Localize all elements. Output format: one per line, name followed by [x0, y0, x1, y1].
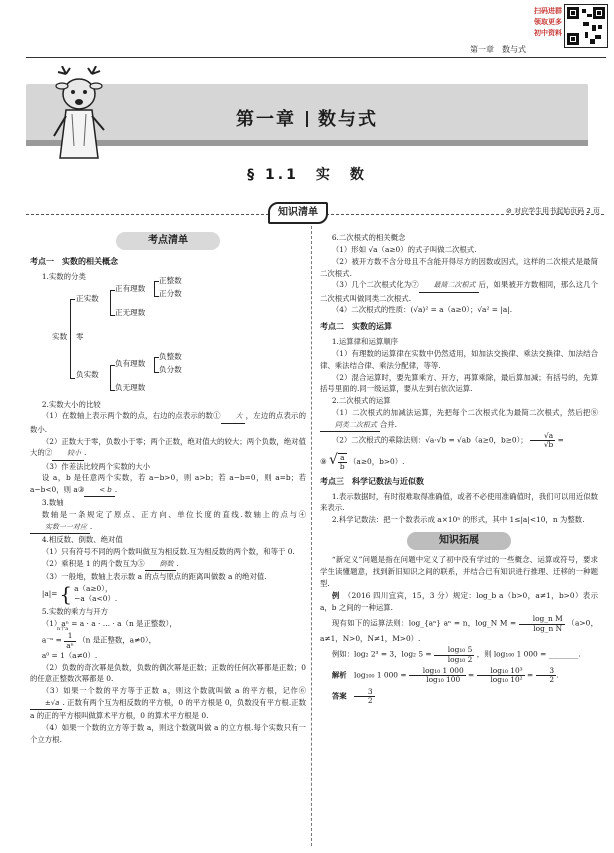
page-ref-text: 对应学生用书起始页码 2 页 [514, 207, 600, 215]
left-column [30, 226, 306, 746]
subheading: 2.二次根式的运算 [331, 396, 391, 406]
paragraph: （1）二次根式的加减法运算，先把每个二次根式化为最简二次根式，然后把⑧同类二次根式 合并. [320, 407, 598, 432]
subheading: 1.实数的分类 [41, 271, 86, 281]
answer-blank: 倒数 [145, 559, 177, 571]
topic-heading: 考点三 科学记数法与近似数 [320, 476, 424, 486]
solution-label: 解析 [331, 670, 347, 680]
paragraph: （3）作差法比较两个实数的大小 [41, 461, 151, 471]
formula: a⁰ = 1（a≠0）. [41, 650, 98, 660]
answer-blank: < b [84, 485, 114, 497]
tree-node: 负无理数 [115, 382, 146, 392]
paragraph: （4）二次根式的性质：(√a)² = a（a≥0）；√a² = |a|. [331, 305, 513, 315]
paragraph: 现有如下的运算法则：log_{aⁿ} aⁿ = n，log_N M = $\frac{\text{log\_n M}}{\text{log\_n N}}$ （a>0，a≠1，N>0，N≠1，M>0）. [320, 614, 598, 643]
paragraph: 数轴是一条规定了原点、正方向、单位长度的直线.数轴上的点与④实数一一对应 . [30, 509, 306, 534]
tree-node: 负整数 [159, 351, 182, 361]
right-column [320, 232, 598, 705]
paragraph: （3）如果一个数的平方等于正数 a，则这个数就叫做 a 的平方根，记作⑥±√a . 正数有两个互为相反数的平方根，0 的平方根是 0，负数没有平方根.正数 a 的正的平方根叫做算术平方根，0 的算术平方根是 0. [30, 686, 306, 721]
example-label: 例 [331, 590, 340, 600]
topic-heading: 考点二 实数的运算 [320, 322, 392, 332]
chapter-title [0, 106, 614, 135]
paragraph: 1.表示数据时，有时很难取得准确值，或者不必使用准确值时，我们可以用近似数来表示. [320, 491, 598, 513]
subheading: 3.数轴 [41, 498, 64, 508]
paragraph: （1）有理数的运算律在实数中仍然适用，如加法交换律、乘法交换律、加法结合律、乘法结合律、乘法分配律，等等. [320, 348, 598, 370]
paragraph: 设 a，b 是任意两个实数，若 a−b>0，则 a>b；若 a−b=0，则 a=b；若 a−b<0，则 a③ < b . [30, 472, 306, 497]
paragraph: “新定义”问题是指在问题中定义了初中没有学过的一些概念、运算或符号，要求学生读懂题意，找到新旧知识之间的联系，并结合已有知识进行推理、迁移的一种题型. [320, 555, 598, 588]
ref-icon: ⊘ [505, 207, 512, 215]
knowledge-badge: 知识清单 [268, 202, 328, 224]
scan-line: 初中资料 [534, 28, 562, 37]
paragraph: （1）只有符号不同的两个数叫做互为相反数.互为相反数的两个数，和等于 0. [41, 547, 295, 557]
paragraph: （2）正数大于零，负数小于零；两个正数，绝对值大的较大；两个负数，绝对值大的② 较小 . [30, 436, 306, 461]
tree-node: 负实数 [76, 369, 99, 379]
answer-blank: 大 [221, 411, 246, 423]
tree-node: 正无理数 [115, 307, 146, 317]
paragraph: （1）在数轴上表示两个数的点，右边的点表示的数① 大 ，左边的点表示的数小. [30, 411, 306, 434]
formula: ⑨ √ $\frac{a}{b}$ （a≥0，b>0）. [320, 452, 405, 472]
section-title: § 1.1 实 数 [247, 167, 367, 183]
paragraph: （3）一般地，数轴上表示数 a 的点与原点的距离叫做数 a 的绝对值. [41, 572, 267, 582]
header-rule [26, 57, 606, 58]
answer-label: 答案 [331, 691, 347, 701]
scan-line: 领取更多 [534, 17, 562, 26]
tree-node: 正整数 [159, 275, 182, 285]
paragraph: （3）几个二次根式化为⑦ 最简二次根式 后，如果被开方数相同，那么这几个二次根式叫做同类二次根式. [320, 280, 598, 303]
paragraph: （1）形如 √a（a≥0）的式子叫做二次根式. [331, 244, 477, 254]
abs-value-formula: |a|= { a（a≥0）， −a（a<0）. [41, 582, 118, 607]
answer: 答案 $\frac{3}{2}$ [331, 687, 373, 706]
answer-blank: 实数一一对应 [30, 522, 90, 534]
qr-code-icon[interactable] [564, 4, 608, 48]
solution: 解析 log₁₀₀ 1 000 = $\frac{\text{log₁₀ 1 000}}{\text{log₁₀ 100}}$ = $\frac{\text{log₁₀ 10³}}{\text{log₁₀ 10²}}$ = $\frac{3}{2}$ . [331, 665, 559, 684]
paragraph: （2）乘积是 1 的两个数互为⑤ 倒数 . [30, 558, 306, 571]
underbrace-label: n个a [57, 626, 69, 633]
topic-heading: 考点一 实数的相关概念 [30, 257, 118, 266]
scan-line: 扫码进群 [534, 7, 562, 15]
example-paragraph: 例 （2016 四川宜宾，15，3 分）规定：log_b a（b>0，a≠1，b>0）表示 a，b 之间的一种运算. [320, 590, 598, 612]
paragraph: （2）负数的奇次幂是负数，负数的偶次幂是正数；正数的任何次幂都是正数；0 的任意正整数次幂都是 0. [30, 662, 306, 684]
paragraph: 例如：log₂ 2³ = 3，log₂ 5 = $\frac{\text{log₁₀ 5}}{\text{log₁₀ 2}}$ ，则 log₁₀₀ 1 000 = ________. [331, 645, 581, 664]
tree-node: 实数 [52, 331, 68, 341]
subheading: 5.实数的乘方与开方 [41, 606, 109, 616]
answer-blank: 最简二次根式 [419, 280, 479, 292]
tree-node: 正有理数 [115, 283, 146, 293]
extension-pill: 知识拓展 [407, 532, 511, 550]
answer-blank: 较小 [52, 448, 84, 460]
paragraph: （4）如果一个数的立方等于数 a，则这个数就叫做 a 的立方根.每个实数只有一个立方根. [30, 723, 306, 744]
answer-blank: 同类二次根式 [320, 420, 380, 432]
exam-points-pill: 考点清单 [116, 232, 220, 250]
paragraph: （2）二次根式的乘除法则：√a·√b = √ab（a≥0，b≥0）； $\frac{√a}{√b}$ = [331, 431, 564, 450]
column-divider [311, 226, 312, 846]
tree-node: 正实数 [76, 293, 99, 303]
subheading: 4.相反数、倒数、绝对值 [41, 535, 123, 545]
running-head: 第一章 数与式 [470, 45, 526, 54]
answer-blank: ±√a [30, 698, 62, 710]
formula: a⁻ⁿ = $\frac{1}{\text{aⁿ}}$ （n 是正整数，a≠0）， [41, 631, 157, 650]
subheading: 6.二次根式的相关概念 [331, 233, 406, 242]
page-ref-note [506, 206, 600, 217]
scan-promo [534, 6, 562, 39]
paragraph: 2.科学记数法：把一个数表示成 a×10ⁿ 的形式，其中 1≤|a|<10，n 为整数. [331, 515, 585, 525]
subheading: 2.实数大小的比较 [41, 399, 101, 409]
paragraph: （2）混合运算时，要先算乘方、开方，再算乘除，最后算加减；有括号的，先算括号里面的.同一级运算，要从左到右依次运算. [320, 372, 598, 394]
chapter-label: 第一章 [236, 109, 296, 130]
paragraph: （1）aⁿ = a · a · … · a（n 是正整数）， [41, 618, 177, 628]
tree-node: 正分数 [159, 288, 182, 298]
chapter-name: 数与式 [318, 109, 378, 130]
subheading: 1.运算律和运算顺序 [331, 337, 399, 347]
tree-node: 负有理数 [115, 358, 146, 368]
paragraph: （2）被开方数不含分母且不含能开得尽方的因数或因式，这样的二次根式是最简二次根式. [320, 256, 598, 278]
tree-node: 负分数 [159, 364, 182, 374]
tree-node: 零 [76, 331, 84, 341]
